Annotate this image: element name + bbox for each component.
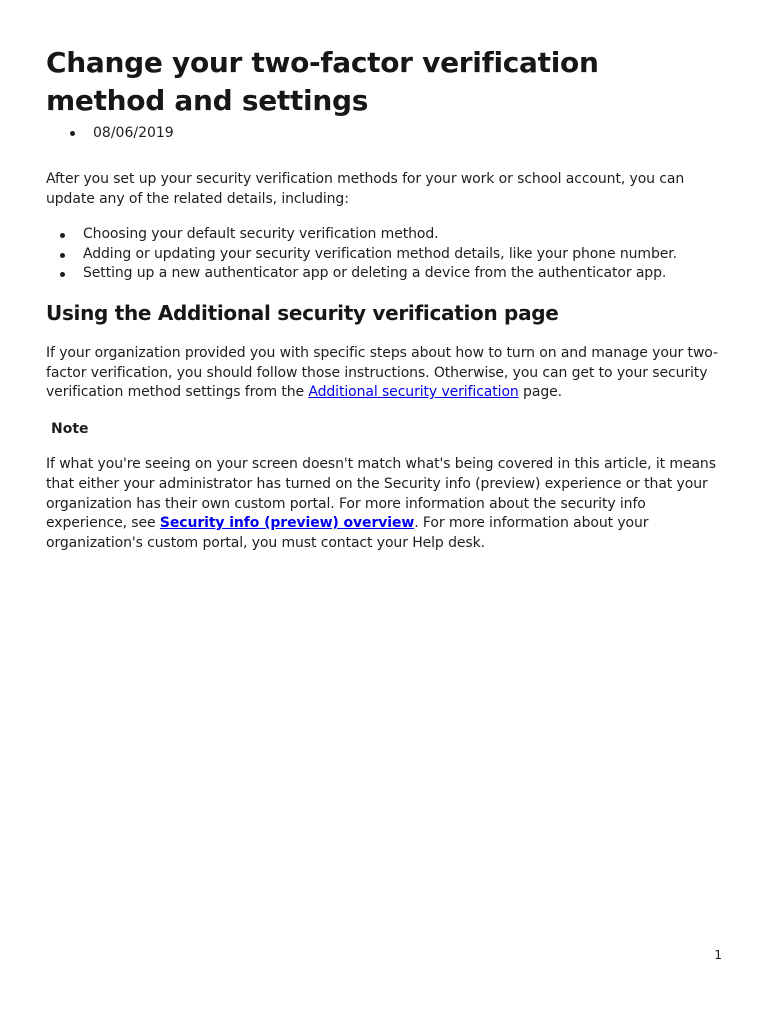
page-title: Change your two-factor verification method and settings	[46, 46, 599, 117]
publish-date: 08/06/2019	[46, 123, 726, 143]
additional-security-verification-link[interactable]: Additional security verification	[308, 384, 519, 401]
intro-paragraph: After you set up your security verification methods for your work or school account, you can update any of the related details, including:	[46, 171, 685, 207]
note-paragraph	[46, 455, 726, 553]
note-label: Note	[51, 420, 89, 437]
page-number: 1	[714, 948, 722, 962]
list-item: Adding or updating your security verification method details, like your phone number.	[46, 245, 726, 265]
list-item: Setting up a new authenticator app or deleting a device from the authenticator app.	[46, 264, 726, 284]
details-list	[46, 225, 726, 284]
note-text-after: . For more information about your organization's custom portal, you must contact your Help desk.	[46, 515, 649, 551]
list-item: Choosing your default security verification method.	[46, 225, 726, 245]
organization-text-after: page.	[518, 384, 562, 401]
organization-text-before: If your organization provided you with specific steps about how to turn on and manage your two-factor verification, you should follow those instructions. Otherwise, you can get to your security verification method settings from the	[46, 344, 718, 401]
organization-paragraph	[46, 344, 726, 403]
section-heading: Using the Additional security verification page	[46, 300, 559, 325]
date-list	[46, 123, 726, 143]
note-text-before: If what you're seeing on your screen doesn't match what's being covered in this article, it means that either your administrator has turned on the Security info (preview) experience or that your organization has their own custom portal. For more information about the security info experience, see	[46, 456, 716, 532]
security-info-overview-link[interactable]: Security info (preview) overview	[159, 515, 415, 532]
document-page	[46, 44, 726, 553]
